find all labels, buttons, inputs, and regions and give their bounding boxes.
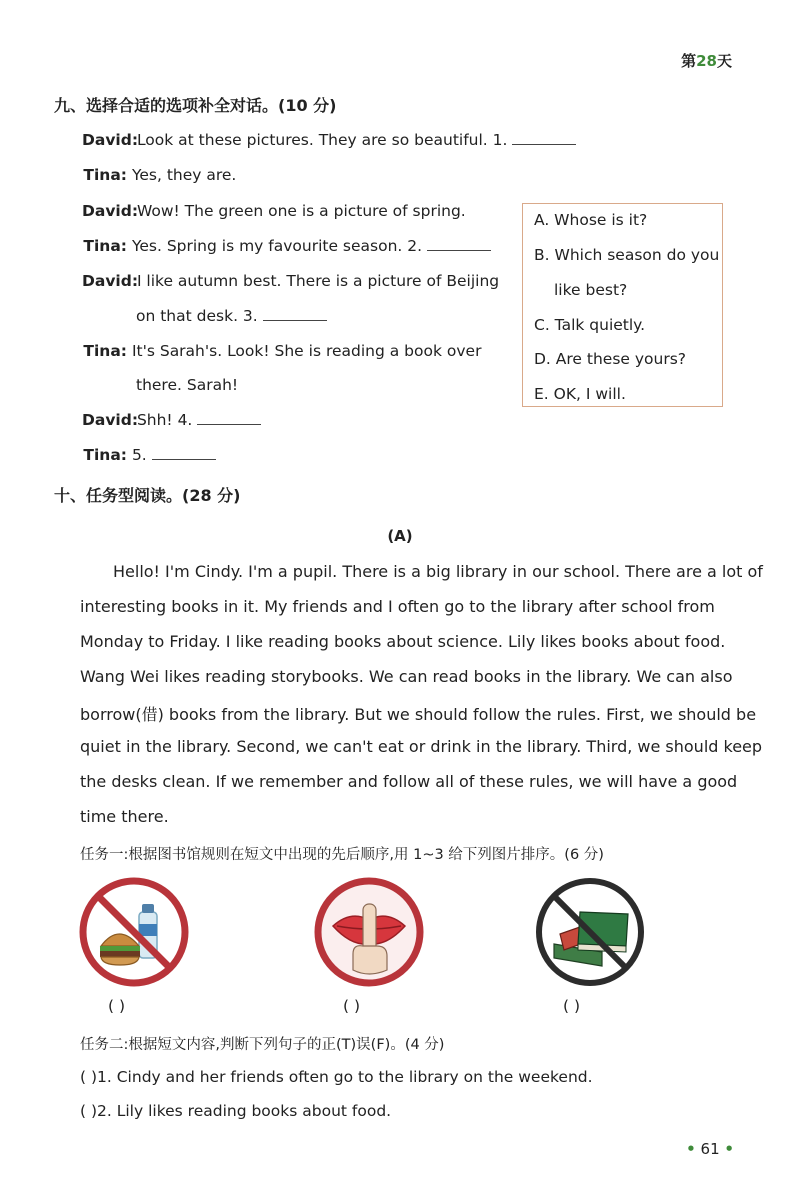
task-2-instruction: 任务二:根据短文内容,判断下列句子的正(T)误(F)。(4 分) (80, 1037, 445, 1053)
answer-blank-4[interactable] (197, 423, 261, 425)
task-1-instruction: 任务一:根据图书馆规则在短文中出现的先后顺序,用 1~3 给下列图片排序。(6 分) (80, 847, 604, 863)
option-e: E. OK, I will. (534, 385, 626, 403)
dialogue-line-7: Tina: It's Sarah's. Look! She is reading a book over (83, 342, 482, 360)
passage-line-7: the desks clean. If we remember and follow all of these rules, we will have a good (80, 772, 738, 791)
no-food-drink-icon (76, 874, 192, 990)
passage-line-3: Monday to Friday. I like reading books about science. Lily likes books about food. (80, 632, 726, 651)
passage-line-2: interesting books in it. My friends and I often go to the library after school from (80, 597, 715, 616)
dialogue-line-3: David: Wow! The green one is a picture of spring. (82, 202, 466, 220)
keep-desks-clean-picture (532, 874, 648, 990)
option-d: D. Are these yours? (534, 350, 687, 368)
dialogue-line-2: Tina: Yes, they are. (83, 166, 237, 184)
passage-a-label: (A) (387, 527, 413, 545)
dialogue-line-5: David: I like autumn best. There is a picture of Beijing (82, 272, 500, 290)
answer-blank-5[interactable] (152, 458, 216, 460)
be-quiet-picture (311, 874, 427, 990)
no-messy-books-icon (532, 874, 648, 990)
options-box (522, 203, 723, 407)
option-b-continued: like best? (554, 281, 628, 299)
section-9-title: 九、选择合适的选项补全对话。(10 分) (54, 96, 337, 115)
passage-line-1: Hello! I'm Cindy. I'm a pupil. There is a big library in our school. There are a lot of (113, 562, 763, 581)
dialogue-line-10: Tina: 5. (82, 446, 216, 464)
day-number: 28 (696, 52, 717, 70)
option-b: B. Which season do you (534, 246, 720, 264)
dialogue-line-9: David: Shh! 4. (82, 411, 261, 429)
passage-line-6: quiet in the library. Second, we can't eat or drink in the library. Third, we should keep (80, 737, 763, 756)
dialogue-line-4: Tina: Yes. Spring is my favourite season. 2. (82, 237, 491, 255)
passage-line-5: borrow(借) books from the library. But we should follow the rules. First, we should be (80, 705, 757, 724)
answer-blank-2[interactable] (427, 249, 491, 251)
answer-blank-1[interactable] (512, 143, 576, 145)
option-c: C. Talk quietly. (534, 316, 646, 334)
statement-2: ( )2. Lily likes reading books about food. (80, 1102, 392, 1120)
passage-line-8: time there. (80, 807, 169, 826)
picture-1-answer-bracket[interactable]: ( ) (108, 997, 126, 1015)
no-eating-drinking-picture (76, 874, 192, 990)
day-label: 第28天 (681, 52, 732, 70)
picture-3-answer-bracket[interactable]: ( ) (563, 997, 581, 1015)
option-a: A. Whose is it? (534, 211, 648, 229)
quiet-lips-icon (311, 874, 427, 990)
answer-blank-3[interactable] (263, 319, 327, 321)
dialogue-line-8: there. Sarah! (136, 376, 239, 394)
section-10-title: 十、任务型阅读。(28 分) (54, 486, 241, 505)
dialogue-line-6: on that desk. 3. (136, 307, 327, 325)
picture-2-answer-bracket[interactable]: ( ) (343, 997, 361, 1015)
passage-line-4: Wang Wei likes reading storybooks. We can read books in the library. We can also (80, 667, 733, 686)
page-number: • 61 • (686, 1140, 734, 1158)
statement-1: ( )1. Cindy and her friends often go to the library on the weekend. (80, 1068, 593, 1086)
dialogue-line-1: David: Look at these pictures. They are so beautiful. 1. (82, 131, 576, 149)
